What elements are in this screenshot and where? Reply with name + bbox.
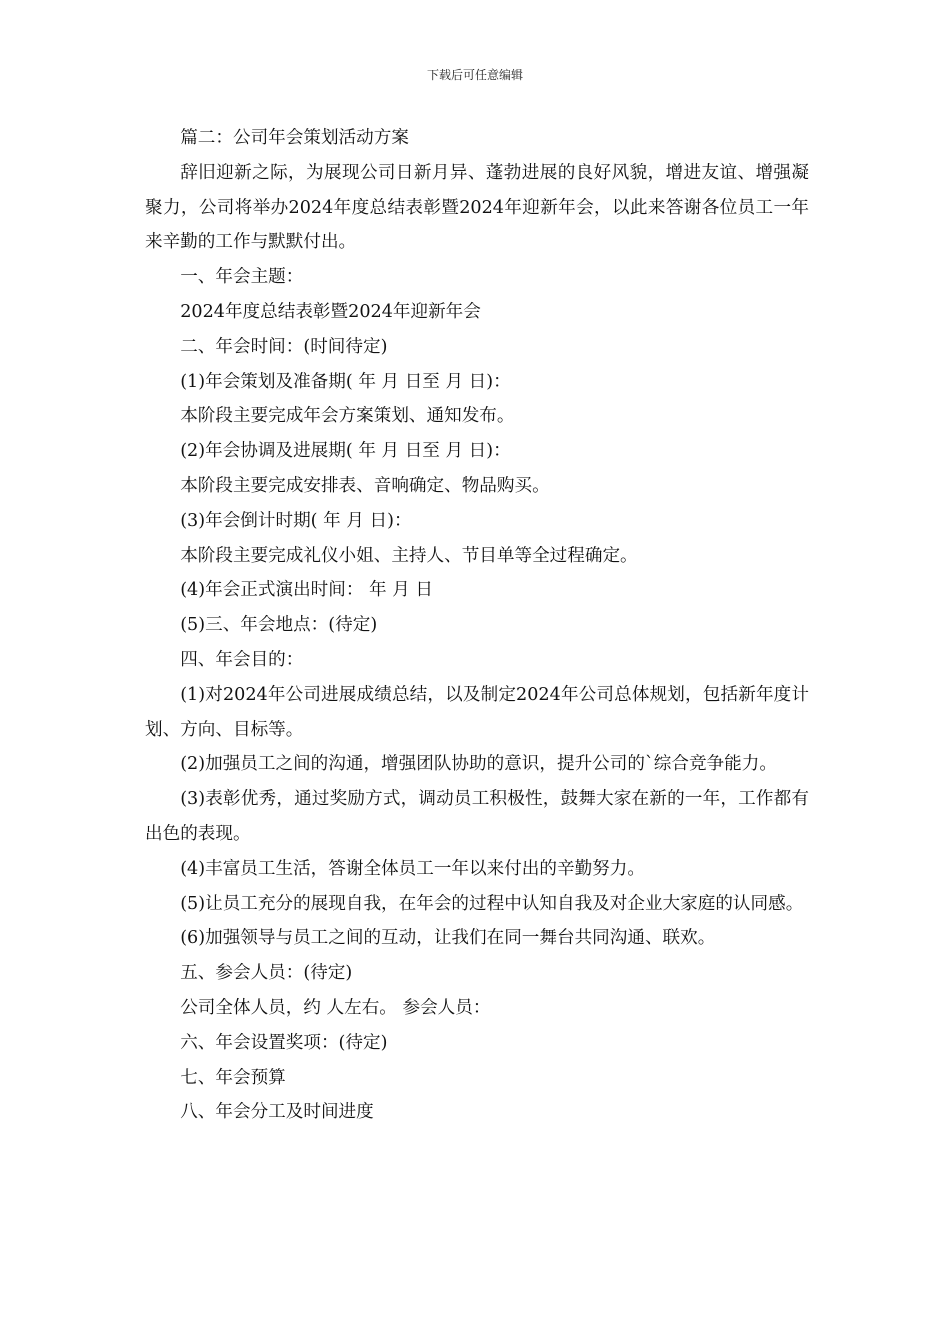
heading-budget: 七、年会预算 [180,1067,286,1088]
purpose-item-2: (2)加强员工之间的沟通，增强团队协助的意识，提升公司的`综合竞争能力。 [180,754,777,775]
section-title: 篇二：公司年会策划活动方案 [180,128,409,148]
purpose-item-5: (5)让员工充分的展现自我，在年会的过程中认知自我及对企业大家庭的认同感。 [180,893,804,914]
heading-time: 二、年会时间：(时间待定) [180,336,388,357]
intro-paragraph: 辞旧迎新之际，为展现公司日新月异、蓬勃进展的良好风貌，增进友谊、增强凝聚力，公司将举办2024年度总结表彰暨2024年迎新年会，以此来答谢各位员工一年来辛勤的工作与默默付出。 [145,162,809,253]
heading-awards: 六、年会设置奖项：(待定) [180,1032,388,1053]
time-item-1: (1)年会策划及准备期( 年 月 日至 月 日)： [180,371,511,392]
time-item-1-desc: 本阶段主要完成年会方案策划、通知发布。 [180,406,515,427]
page-header: 下载后可任意编辑 [426,68,523,82]
purpose-item-3: (3)表彰优秀，通过奖励方式，调动员工积极性，鼓舞大家在新的一年，工作都有出色的表现。 [145,789,809,844]
document-body [145,121,809,1130]
time-item-3: (3)年会倒计时期( 年 月 日)： [180,510,412,531]
theme-text: 2024年度总结表彰暨2024年迎新年会 [180,301,481,322]
purpose-item-6: (6)加强领导与员工之间的互动，让我们在同一舞台共同沟通、联欢。 [180,928,716,949]
heading-location: (5)三、年会地点：(待定) [180,615,378,636]
heading-division: 八、年会分工及时间进度 [180,1102,374,1123]
time-item-3-desc: 本阶段主要完成礼仪小姐、主持人、节目单等全过程确定。 [180,545,638,566]
heading-attendees: 五、参会人员：(待定) [180,963,353,984]
time-item-2-desc: 本阶段主要完成安排表、音响确定、物品购买。 [180,475,550,496]
time-item-4: (4)年会正式演出时间： 年 月 日 [180,580,434,601]
time-item-2: (2)年会协调及进展期( 年 月 日至 月 日)： [180,441,511,462]
purpose-item-4: (4)丰富员工生活，答谢全体员工一年以来付出的辛勤努力。 [180,858,645,879]
heading-purpose: 四、年会目的： [180,649,304,670]
attendees-text: 公司全体人员，约 人左右。 参会人员： [180,997,491,1018]
purpose-item-1: (1)对2024年公司进展成绩总结，以及制定2024年公司总体规划，包括新年度计划、方向、目标等。 [145,684,809,740]
heading-theme: 一、年会主题： [180,267,304,288]
